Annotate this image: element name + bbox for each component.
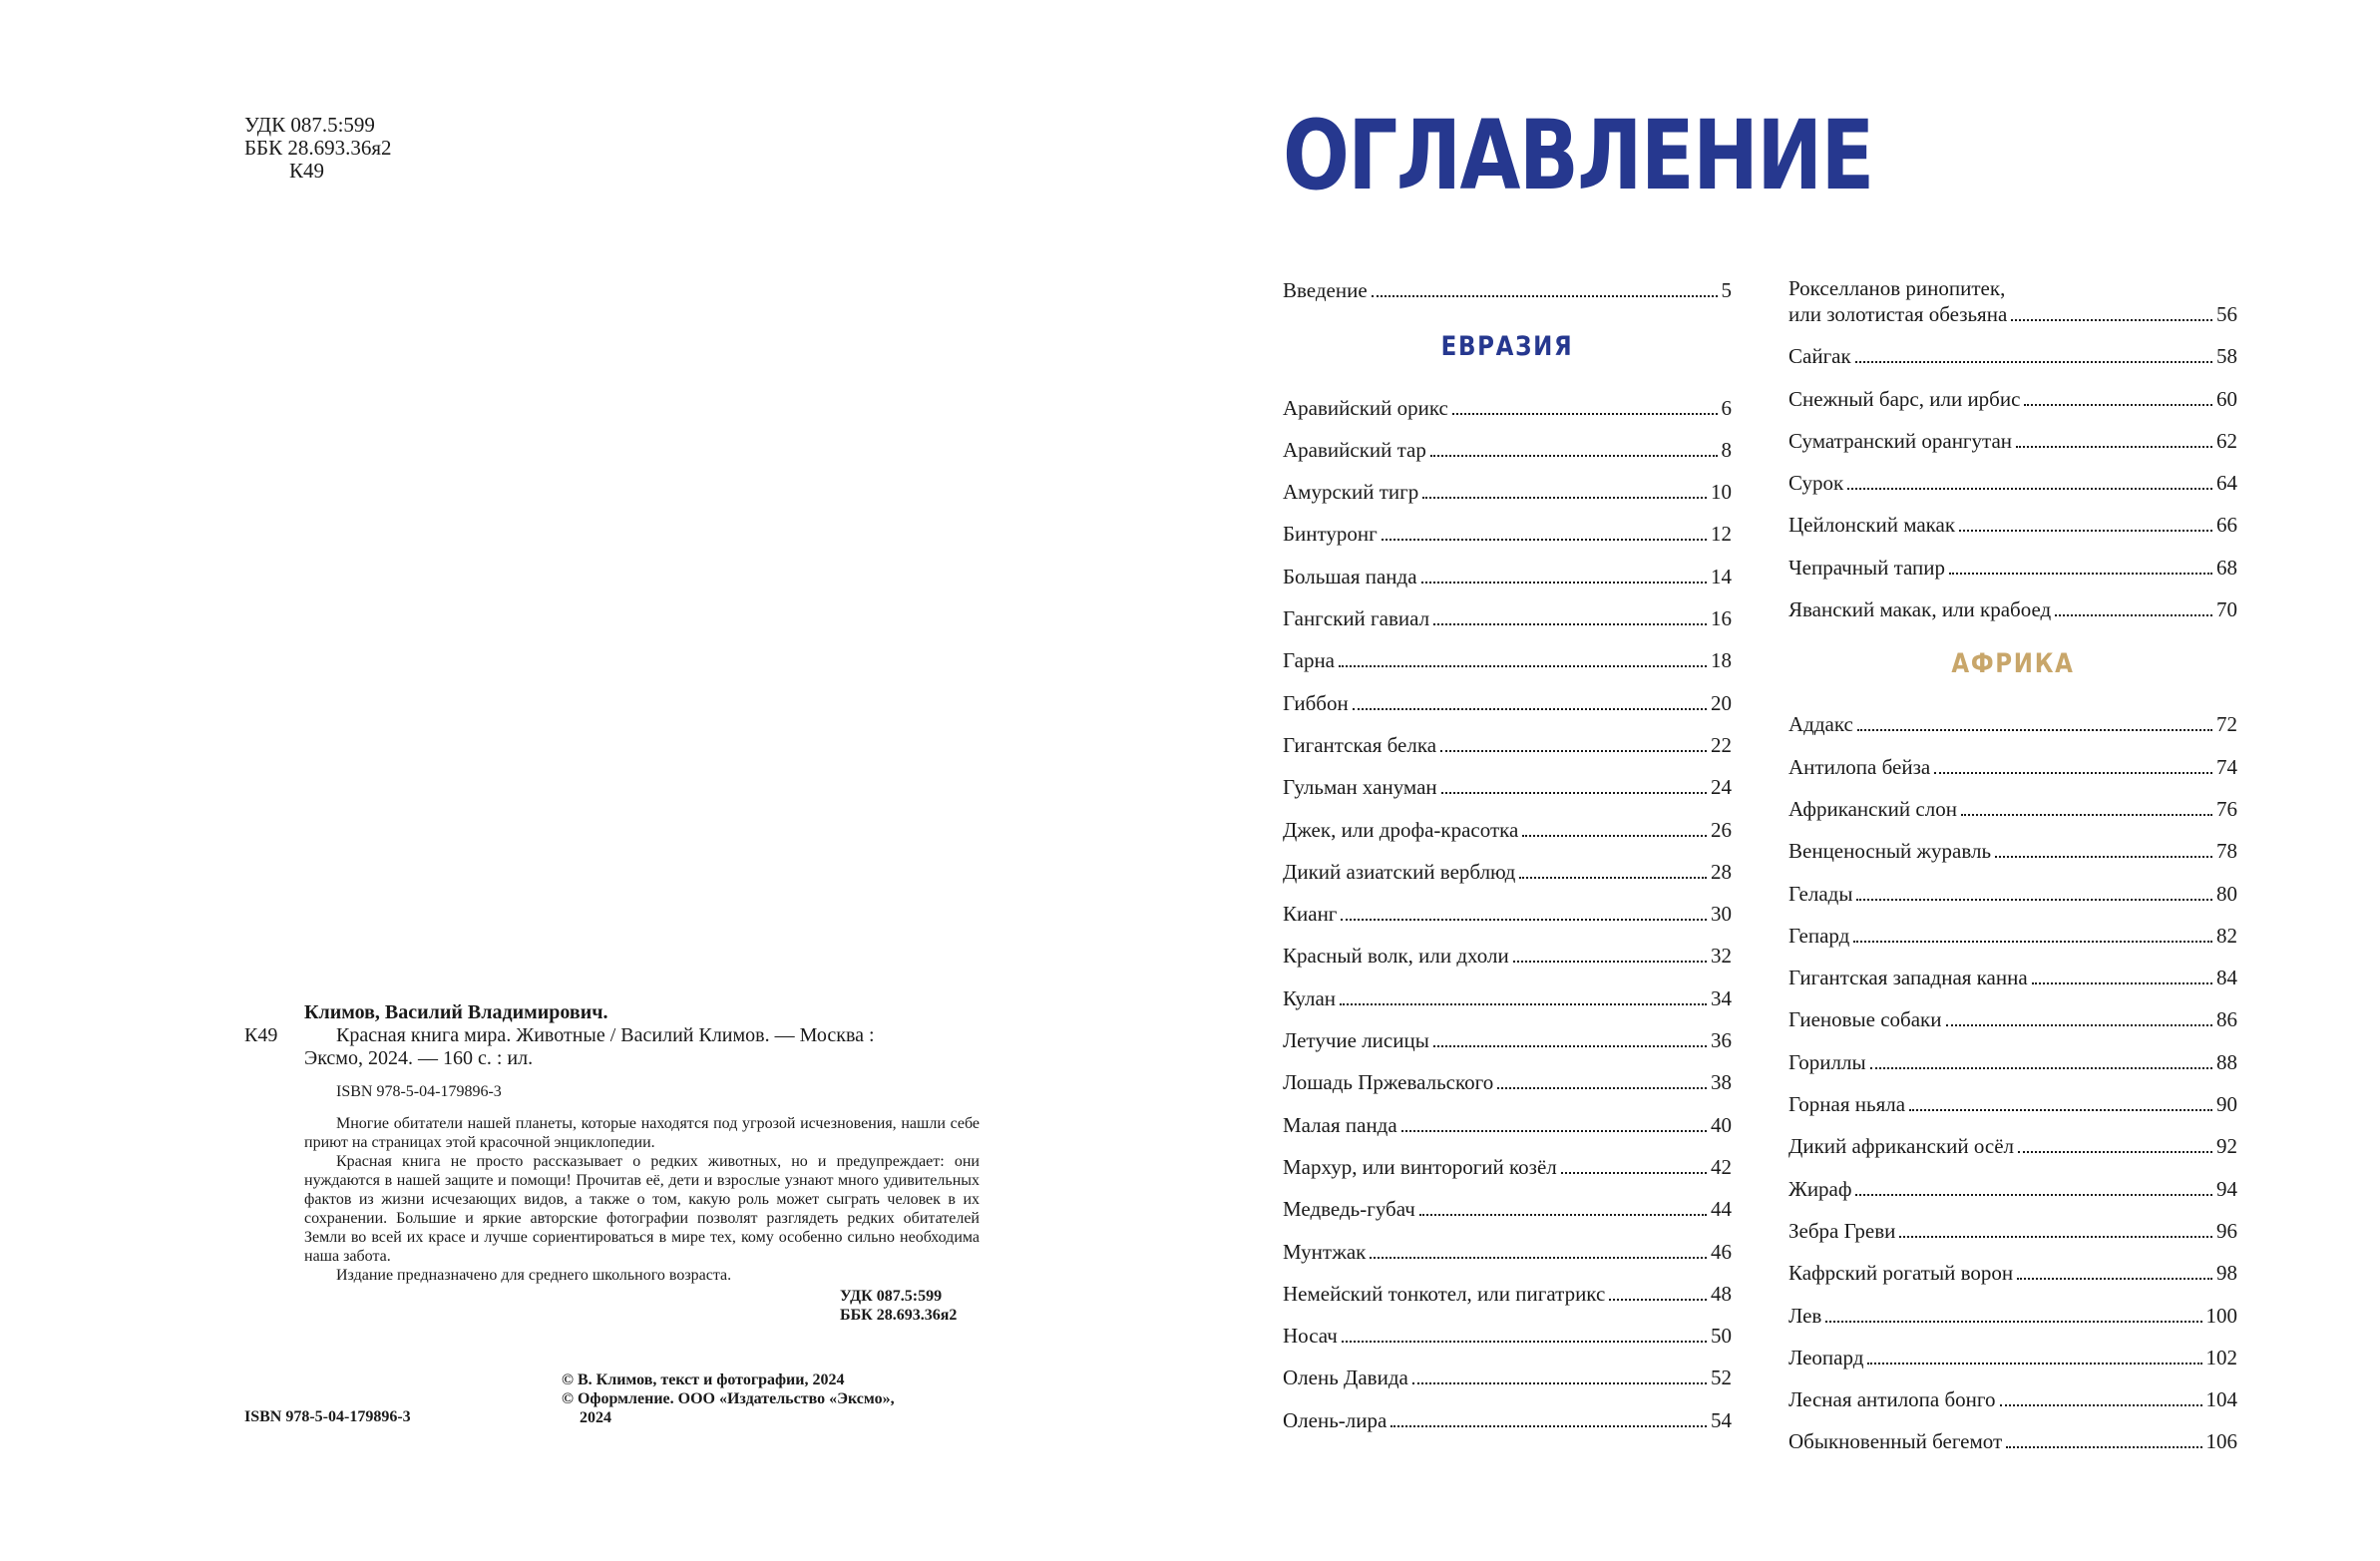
toc-entry-page: 100 <box>2205 1303 2237 1328</box>
toc-entry-page: 80 <box>2216 881 2237 906</box>
toc-entry[interactable] <box>1283 589 1732 631</box>
toc-entry[interactable] <box>1283 1222 1732 1264</box>
dot-leader <box>2032 982 2212 984</box>
toc-entry-page: 98 <box>2216 1261 2237 1286</box>
toc-entry-page: 70 <box>2216 597 2237 622</box>
copyright-line: © Оформление. ООО «Издательство «Эксмо», <box>562 1390 895 1407</box>
toc-column-left <box>1283 261 1732 1433</box>
dot-leader <box>1519 877 1707 879</box>
toc-entry[interactable] <box>1283 758 1732 800</box>
toc-entry-name: Африканский слон <box>1788 796 1957 821</box>
toc-entry-page: 30 <box>1711 902 1732 927</box>
toc-entry-name-line2: или золотистая обезьяна <box>1788 302 2008 326</box>
toc-entry-page: 20 <box>1711 690 1732 715</box>
toc-entry-name: Большая панда <box>1283 564 1417 588</box>
dot-leader <box>1825 1321 2201 1323</box>
dot-leader <box>1847 488 2212 490</box>
toc-entry-name: Обыкновенный бегемот <box>1788 1429 2003 1454</box>
bib-author: Климов, Василий Владимирович. <box>304 1001 608 1023</box>
toc-entry-page: 34 <box>1711 985 1732 1010</box>
toc-entry-name: Летучие лисицы <box>1283 1028 1429 1053</box>
toc-entry-page: 32 <box>1711 944 1732 969</box>
dot-leader <box>1339 665 1707 667</box>
toc-entry[interactable] <box>1283 1138 1732 1180</box>
toc-entry-name: Красный волк, или дхоли <box>1283 944 1509 969</box>
dot-leader <box>1870 1067 2212 1069</box>
toc-entry-page: 22 <box>1711 732 1732 757</box>
toc-entry-page: 12 <box>1711 522 1732 547</box>
toc-entry-name: Леопард <box>1788 1345 1864 1369</box>
toc-entry-name: Антилопа бейза <box>1788 754 1931 779</box>
toc-entry[interactable] <box>1283 1307 1732 1349</box>
dot-leader <box>1867 1363 2201 1365</box>
toc-entry[interactable] <box>1283 673 1732 715</box>
toc-entry-page: 102 <box>2205 1345 2237 1369</box>
toc-entry-name-line1: Рокселланов ринопитек, <box>1788 276 2006 300</box>
toc-entry-name: Носач <box>1283 1324 1338 1349</box>
toc-entry[interactable] <box>1788 1412 2237 1454</box>
toc-entry-name: Амурский тигр <box>1283 480 1419 505</box>
toc-entry-name: Дикий африканский осёл <box>1788 1134 2014 1159</box>
dot-leader <box>1949 573 2212 575</box>
dot-leader <box>1857 729 2212 731</box>
toc-entry[interactable] <box>1283 1011 1732 1053</box>
toc-entry-name <box>1788 275 2007 327</box>
classification-codes <box>244 114 392 183</box>
toc-entry-name: Кулан <box>1283 985 1337 1010</box>
toc-entry[interactable] <box>1283 1095 1732 1137</box>
dot-leader <box>1382 539 1707 541</box>
toc-entry-name: Горная ньяла <box>1788 1092 1906 1117</box>
toc-entry-page: 54 <box>1711 1407 1732 1432</box>
dot-leader <box>2016 446 2212 448</box>
toc-entry-page: 28 <box>1711 859 1732 884</box>
toc-entry-page: 104 <box>2205 1387 2237 1412</box>
bbk-code: ББК 28.693.36я2 <box>244 136 392 160</box>
toc-entry[interactable] <box>1283 843 1732 885</box>
isbn-bottom: ISBN 978-5-04-179896-3 <box>244 1408 411 1425</box>
annotation-paragraph: Красная книга не просто рассказывает о редких животных, но и предупреждает: они нуждаются в нашей защите и помощи! Прочитав её, дети и взрослые узнают много удивительных фактов из жизни исчезающих видов, а также о том, какую роль может сыграть человек в их сохранении. Большие и яркие авторские фотографии позволят разглядеть редких обитателей Земли во всей их красе и лучше сориентироваться в мире тех, кому особенно сильно необходима наша забота. <box>304 1153 980 1265</box>
toc-entry-page: 92 <box>2216 1134 2237 1159</box>
toc-entry-name: Сайгак <box>1788 344 1851 369</box>
dot-leader <box>1340 1003 1707 1005</box>
toc-entry-page: 5 <box>1721 278 1732 303</box>
section-heading-africa: АФРИКА <box>1951 648 2075 680</box>
toc-entry-name: Венценосный журавль <box>1788 839 1992 864</box>
toc-entry-name: Яванский макак, или крабоед <box>1788 597 2052 622</box>
toc-entry-name: Малая панда <box>1283 1112 1397 1137</box>
dot-leader <box>1855 361 2212 363</box>
dot-leader <box>1419 1214 1707 1216</box>
toc-entry-name: Зебра Греви <box>1788 1218 1896 1243</box>
toc-entry-name: Мархур, или винторогий козёл <box>1283 1154 1557 1179</box>
toc-entry-page: 52 <box>1711 1366 1732 1390</box>
dot-leader <box>1856 899 2212 901</box>
toc-entry[interactable] <box>1283 378 1732 420</box>
toc-entry-page: 86 <box>2216 1007 2237 1032</box>
dot-leader <box>1899 1236 2212 1238</box>
toc-entry[interactable] <box>1283 969 1732 1010</box>
eurasia-entries <box>1283 378 1732 1432</box>
toc-entry-name: Олень-лира <box>1283 1407 1388 1432</box>
bib-description <box>244 1024 983 1070</box>
toc-entry-page: 18 <box>1711 648 1732 673</box>
toc-entry-name: Гиббон <box>1283 690 1349 715</box>
toc-entry[interactable] <box>1283 1390 1732 1432</box>
bib-desc-line2: Эксмо, 2024. — 160 с. : ил. <box>304 1047 534 1069</box>
dot-leader <box>1561 1172 1707 1174</box>
toc-entry[interactable] <box>1283 505 1732 547</box>
toc-entry[interactable] <box>1788 695 2237 737</box>
dot-leader <box>1353 708 1707 710</box>
toc-entry[interactable] <box>1283 1180 1732 1222</box>
toc-entry-page: 56 <box>2216 302 2237 326</box>
toc-entry-name: Гангский гавиал <box>1283 606 1430 631</box>
annotation <box>244 1114 980 1285</box>
toc-entry-page: 48 <box>1711 1281 1732 1306</box>
right-page <box>1190 0 2380 1561</box>
toc-entry-page: 26 <box>1711 817 1732 842</box>
toc-entry[interactable] <box>1283 1349 1732 1390</box>
toc-entry-name: Снежный барс, или ирбис <box>1788 386 2021 411</box>
toc-entry-name: Аравийский тар <box>1283 437 1426 462</box>
toc-entry[interactable] <box>1788 780 2237 822</box>
dot-leader <box>1497 1087 1707 1089</box>
toc-column-right <box>1788 261 2237 1454</box>
toc-entry-page: 94 <box>2216 1176 2237 1201</box>
toc-entry-name: Гигантская белка <box>1283 732 1437 757</box>
toc-entry-intro[interactable] <box>1283 261 1732 303</box>
toc-entry-name: Сурок <box>1788 471 1844 496</box>
toc-entry[interactable] <box>1788 1202 2237 1244</box>
dot-leader <box>1441 792 1707 794</box>
bib-author-mark: К49 <box>244 1024 278 1046</box>
toc-entry-name: Гепард <box>1788 923 1850 948</box>
toc-entry-name: Жираф <box>1788 1176 1852 1201</box>
dot-leader <box>1995 856 2212 858</box>
toc-entry-name: Гарна <box>1283 648 1335 673</box>
dot-leader <box>2000 1404 2202 1406</box>
dot-leader <box>1909 1109 2212 1111</box>
toc-entry-page: 14 <box>1711 564 1732 588</box>
toc-entry[interactable] <box>1788 1159 2237 1201</box>
toc-entry-page: 46 <box>1711 1239 1732 1264</box>
toc-entry-page: 16 <box>1711 606 1732 631</box>
toc-entry-name: Аддакс <box>1788 712 1853 737</box>
toc-entry-name: Мунтжак <box>1283 1239 1367 1264</box>
toc-title: ОГЛАВЛЕНИЕ <box>1283 100 1873 211</box>
toc-entry[interactable] <box>1788 1329 2237 1370</box>
toc-entry-name: Суматранский орангутан <box>1788 428 2013 453</box>
dot-leader <box>1522 835 1707 837</box>
annotation-paragraph: Издание предназначено для среднего школьного возраста. <box>336 1267 732 1284</box>
toc-entry[interactable] <box>1283 421 1732 463</box>
dot-leader <box>1433 623 1707 625</box>
dot-leader <box>1513 961 1707 963</box>
toc-entry-name: Бинтуронг <box>1283 522 1378 547</box>
toc-entry[interactable] <box>1788 1117 2237 1159</box>
copyright-line: 2024 <box>580 1409 611 1426</box>
dot-leader <box>1422 497 1707 499</box>
toc-entry[interactable] <box>1788 1370 2237 1412</box>
udk-code: УДК 087.5:599 <box>244 113 375 137</box>
toc-entry-page: 82 <box>2216 923 2237 948</box>
dot-leader <box>1421 582 1707 584</box>
toc-entry-page: 106 <box>2205 1429 2237 1454</box>
dot-leader <box>2017 1278 2212 1280</box>
toc-entry[interactable] <box>1283 1053 1732 1095</box>
toc-entry-name: Кианг <box>1283 902 1338 927</box>
toc-entry[interactable] <box>1788 581 2237 622</box>
toc-entry-page: 8 <box>1721 437 1732 462</box>
toc-entry-page: 50 <box>1711 1324 1732 1349</box>
toc-entry[interactable] <box>1283 631 1732 673</box>
toc-entry[interactable] <box>1283 716 1732 758</box>
dot-leader <box>2006 1446 2201 1448</box>
toc-entry-page: 68 <box>2216 555 2237 580</box>
copyright-block <box>562 1370 981 1427</box>
toc-entry-name: Лесная антилопа бонго <box>1788 1387 1996 1412</box>
toc-entry-name: Лев <box>1788 1303 1822 1328</box>
dot-leader <box>1341 919 1707 921</box>
toc-entry-name: Кафрский рогатый ворон <box>1788 1261 2014 1286</box>
dot-leader <box>1372 295 1718 297</box>
toc-entry-name: Гелады <box>1788 881 1853 906</box>
copyright-line: © В. Климов, текст и фотографии, 2024 <box>562 1371 845 1388</box>
dot-leader <box>1452 413 1718 415</box>
toc-entry-name: Медведь-губач <box>1283 1197 1415 1222</box>
toc-entry-page: 76 <box>2216 796 2237 821</box>
dot-leader <box>1959 530 2212 532</box>
toc-entry-name: Гиеновые собаки <box>1788 1007 1942 1032</box>
toc-entry-page: 74 <box>2216 754 2237 779</box>
toc-entry-name: Гульман хануман <box>1283 775 1437 800</box>
toc-entry[interactable] <box>1788 949 2237 990</box>
toc-entry[interactable] <box>1788 907 2237 949</box>
dot-leader <box>1934 772 2212 774</box>
toc-entry-page: 58 <box>2216 344 2237 369</box>
toc-entry-page: 40 <box>1711 1112 1732 1137</box>
toc-entry[interactable] <box>1283 800 1732 842</box>
dot-leader <box>1946 1024 2212 1026</box>
toc-entry[interactable] <box>1788 1075 2237 1117</box>
toc-entry-name: Гориллы <box>1788 1049 1866 1074</box>
toc-entry-name: Чепрачный тапир <box>1788 555 1946 580</box>
toc-entry-page: 88 <box>2216 1049 2237 1074</box>
bib-desc-line1: Красная книга мира. Животные / Василий Климов. — Москва : <box>336 1024 875 1046</box>
toc-entry-page: 60 <box>2216 386 2237 411</box>
toc-entry[interactable] <box>1788 496 2237 538</box>
toc-entry-name: Джек, или дрофа-красотка <box>1283 817 1519 842</box>
africa-entries <box>1788 695 2237 1454</box>
toc-entry-page: 90 <box>2216 1092 2237 1117</box>
toc-entry-name: Лошадь Пржевальского <box>1283 1070 1494 1095</box>
toc-entry[interactable] <box>1283 885 1732 927</box>
toc-entry[interactable] <box>1788 737 2237 779</box>
toc-entry-name: Введение <box>1283 278 1368 303</box>
toc-entry[interactable] <box>1788 1244 2237 1286</box>
toc-entry-page: 78 <box>2216 839 2237 864</box>
toc-entry-page: 38 <box>1711 1070 1732 1095</box>
dot-leader <box>1961 814 2212 816</box>
dot-leader <box>1433 1045 1707 1047</box>
toc-entry[interactable] <box>1283 1265 1732 1307</box>
dot-leader <box>1401 1130 1707 1132</box>
toc-entry-page: 42 <box>1711 1154 1732 1179</box>
bibliographic-record <box>244 1001 983 1325</box>
toc-entry-page: 44 <box>1711 1197 1732 1222</box>
eurasia-entries-continued <box>1788 327 2237 622</box>
toc-entry[interactable] <box>1788 1286 2237 1328</box>
dot-leader <box>1609 1299 1707 1301</box>
toc-entry-page: 36 <box>1711 1028 1732 1053</box>
toc-entry[interactable] <box>1283 463 1732 505</box>
toc-entry-name: Гигантская западная канна <box>1788 966 2028 990</box>
dot-leader <box>2024 404 2212 406</box>
dot-leader <box>2011 319 2212 321</box>
dot-leader <box>1412 1382 1707 1384</box>
toc-entry-page: 6 <box>1721 395 1732 420</box>
dot-leader <box>1855 1194 2212 1196</box>
bib-class-codes <box>244 1287 983 1325</box>
dot-leader <box>1370 1257 1707 1259</box>
toc-entry-name: Аравийский орикс <box>1283 395 1448 420</box>
toc-entry[interactable] <box>1788 454 2237 496</box>
annotation-paragraph: Многие обитатели нашей планеты, которые находятся под угрозой исчезновения, нашли себе приют на страницах этой красочной энциклопедии. <box>304 1115 980 1151</box>
toc-entry[interactable] <box>1788 538 2237 580</box>
toc-entry-roxellana[interactable] <box>1788 261 2237 327</box>
author-mark: К49 <box>289 159 325 183</box>
toc-entry[interactable] <box>1283 927 1732 969</box>
toc-entry[interactable] <box>1788 1032 2237 1074</box>
bib-bbk: ББК 28.693.36я2 <box>840 1307 958 1324</box>
toc-entry-page: 72 <box>2216 712 2237 737</box>
toc-entry-page: 62 <box>2216 428 2237 453</box>
toc-entry-name: Немейский тонкотел, или пигатрикс <box>1283 1281 1606 1306</box>
dot-leader <box>2018 1151 2212 1153</box>
toc-entry-page: 96 <box>2216 1218 2237 1243</box>
toc-entry[interactable] <box>1788 990 2237 1032</box>
dot-leader <box>1440 750 1707 752</box>
toc-entry[interactable] <box>1788 864 2237 906</box>
dot-leader <box>1390 1425 1707 1427</box>
toc-entry-page: 24 <box>1711 775 1732 800</box>
toc-entry-page: 84 <box>2216 966 2237 990</box>
toc-entry-page: 10 <box>1711 480 1732 505</box>
dot-leader <box>1430 455 1718 457</box>
dot-leader <box>1853 941 2212 943</box>
bib-udk: УДК 087.5:599 <box>840 1288 943 1305</box>
dot-leader <box>2055 614 2212 616</box>
toc-entry[interactable] <box>1788 327 2237 369</box>
bib-isbn: ISBN 978-5-04-179896-3 <box>336 1083 502 1100</box>
section-heading-eurasia: ЕВРАЗИЯ <box>1440 331 1574 363</box>
toc-entry[interactable] <box>1788 369 2237 411</box>
toc-entry[interactable] <box>1788 412 2237 454</box>
toc-entry-name: Цейлонский макак <box>1788 513 1956 538</box>
toc-entry-name: Олень Давида <box>1283 1366 1408 1390</box>
toc-entry[interactable] <box>1788 822 2237 864</box>
toc-entry-page: 64 <box>2216 471 2237 496</box>
dot-leader <box>1342 1341 1707 1343</box>
toc-entry[interactable] <box>1283 547 1732 588</box>
toc-entry-name: Дикий азиатский верблюд <box>1283 859 1516 884</box>
toc-entry-page: 66 <box>2216 513 2237 538</box>
